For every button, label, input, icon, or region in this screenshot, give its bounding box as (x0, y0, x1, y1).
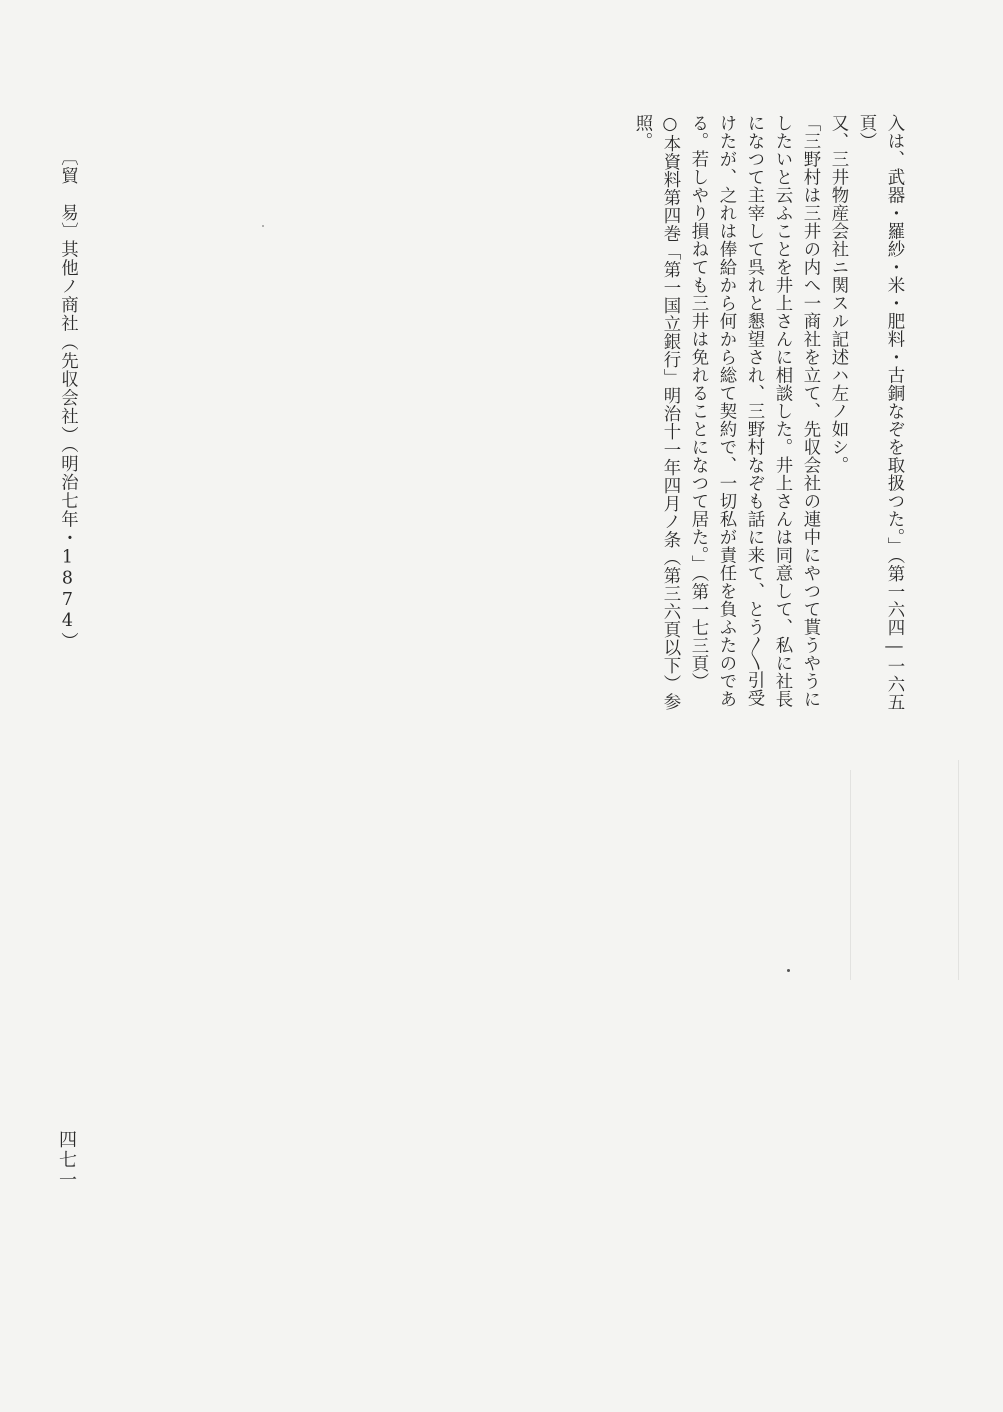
body-line-5: したいと云ふことを井上さんに相談した。井上さんは同意して、私に社長 (772, 114, 792, 708)
body-line-4: 「三野村は三井の内へ一商社を立て、先収会社の連中にやつて貰うやうに (800, 114, 820, 708)
body-line-8: る。若しやり損ねても三井は免れることになつて居た。」（第一七三頁） (688, 114, 708, 691)
scan-speck (262, 225, 264, 227)
body-line-6: になつて主宰して呉れと懇望され、三野村なぞも話に来て、とう〳〵引受 (744, 114, 764, 708)
body-line-9: ○本資料第四巻「第一国立銀行」明治十一年四月ノ条（第三六頁以下）参 (660, 114, 680, 711)
body-line-1: 入は、武器・羅紗・米・肥料・古銅なぞを取扱つた。」（第一六四―一六五 (884, 114, 904, 712)
running-header-title: 其他ノ商社（先収会社）（明治七年・1874） (57, 240, 78, 651)
body-line-10: 照。 (632, 114, 652, 150)
scan-shadow (958, 760, 959, 980)
body-line-3: 又、三井物産会社ニ関スル記述ハ左ノ如シ。 (828, 114, 848, 474)
body-line-2: 頁） (856, 114, 876, 150)
running-header-section: 〔貿 易〕 (57, 148, 78, 241)
scan-speck (787, 969, 790, 972)
scan-shadow (850, 770, 851, 980)
page-number: 四七一 (56, 1130, 77, 1190)
body-line-7: けたが、之れは俸給から何から総て契約で、一切私が責任を負ふたのであ (716, 114, 736, 708)
